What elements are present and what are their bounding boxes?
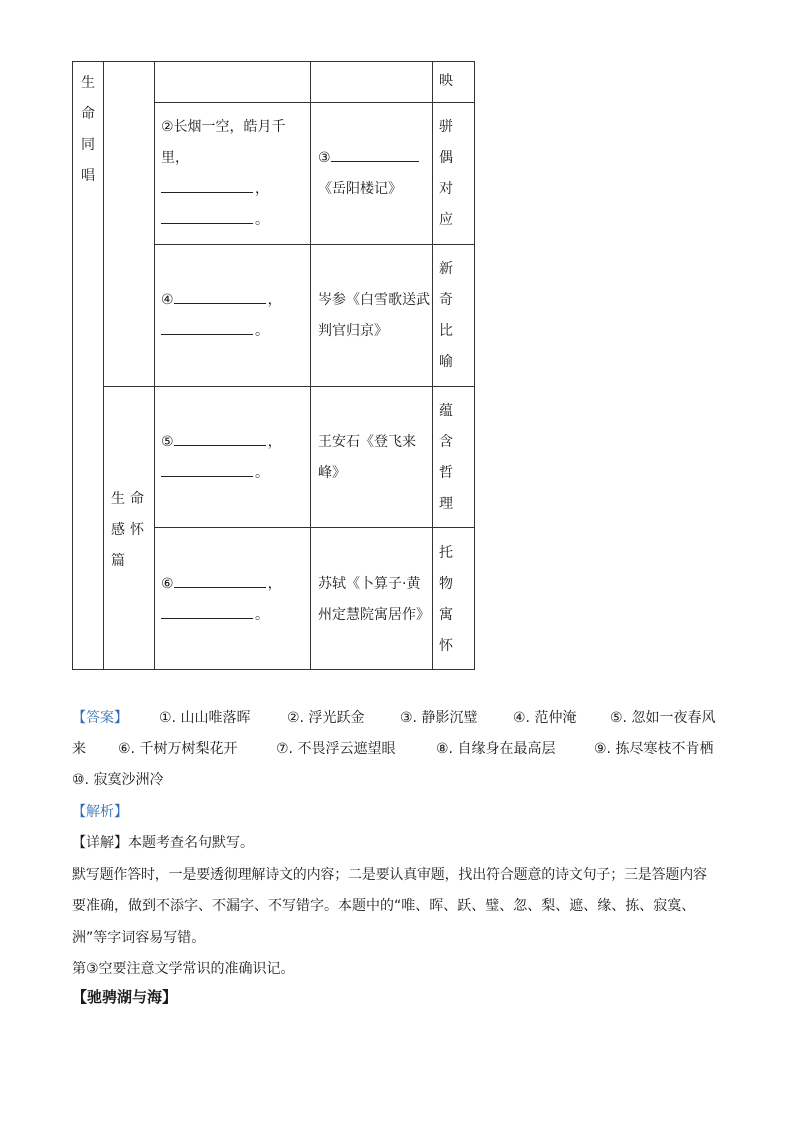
fill-blank[interactable] (331, 146, 419, 162)
answer-item: ⑤. 忽如一夜春风 (610, 710, 716, 726)
fill-blank[interactable] (174, 288, 266, 304)
answer-item: ④. 范仲淹 (513, 710, 577, 726)
answer-label: 【答案】 (72, 710, 128, 726)
analysis-note: 第③空要注意文学常识的准确识记。 (72, 961, 295, 977)
fill-blank[interactable] (161, 208, 253, 224)
fill-blank[interactable] (174, 430, 266, 446)
blank-cell: ②长烟一空，皓月千 里， ， 。 (161, 119, 286, 228)
answer-item: ⑩. 寂寞沙洲冷 (72, 772, 164, 788)
answer-item: ⑨. 拣尽寒枝不肯栖 (594, 741, 714, 757)
answer-item: ⑦. 不畏浮云遮望眼 (276, 741, 396, 757)
detail-line: 【详解】本题考查名句默写。 (72, 835, 254, 851)
analysis-paragraph: 要准确，做到不添字、不漏字、不写错字。本题中的“唯、晖、跃、璧、忽、梨、遮、缘、拣、寂寞、 (72, 898, 696, 914)
analysis-paragraph: 洲”等字词容易写错。 (72, 930, 206, 946)
source-cell: ③ 《岳阳楼记》 (318, 143, 421, 205)
blank-cell: ④ ， 。 (161, 285, 282, 347)
feature-cell: 骈 偶 对 应 (439, 119, 453, 228)
answer-item: ②. 浮光跃金 (287, 710, 365, 726)
source-cell: 苏轼《卜算子·黄 州定慧院寓居作》 (318, 576, 430, 623)
analysis-paragraph: 默写题作答时，一是要透彻理解诗文的内容；二是要认真审题，找出符合题意的诗文句子；三是答题内容 (72, 867, 707, 883)
answer-item: ①. 山山唯落晖 (159, 710, 251, 726)
fill-blank[interactable] (174, 572, 266, 588)
feature-cell: 托 物 寓 怀 (439, 545, 453, 654)
feature-cell: 映 (439, 73, 453, 89)
analysis-label: 【解析】 (72, 804, 128, 820)
section-label-vertical: 生 命 同 唱 (81, 75, 95, 184)
blank-cell: ⑤ ， 。 (161, 427, 282, 489)
fill-blank[interactable] (161, 319, 253, 335)
fill-blank[interactable] (161, 603, 253, 619)
blank-cell: ⑥ ， 。 (161, 569, 282, 631)
answer-item: 来 (72, 741, 86, 757)
answer-item: ⑥. 千树万树梨花开 (118, 741, 238, 757)
fill-blank[interactable] (161, 177, 253, 193)
subsection-label: 生命 感怀 篇 (111, 491, 149, 569)
fill-blank[interactable] (161, 461, 253, 477)
feature-cell: 蕴 含 哲 理 (439, 403, 453, 512)
answer-item: ⑧. 自缘身在最高层 (436, 741, 556, 757)
section-title: 【驰骋湖与海】 (72, 988, 178, 1006)
feature-cell: 新 奇 比 喻 (439, 261, 453, 370)
source-cell: 岑参《白雪歌送武 判官归京》 (318, 292, 430, 339)
source-cell: 王安石《登飞来 峰》 (318, 434, 416, 481)
answer-item: ③. 静影沉璧 (400, 710, 478, 726)
